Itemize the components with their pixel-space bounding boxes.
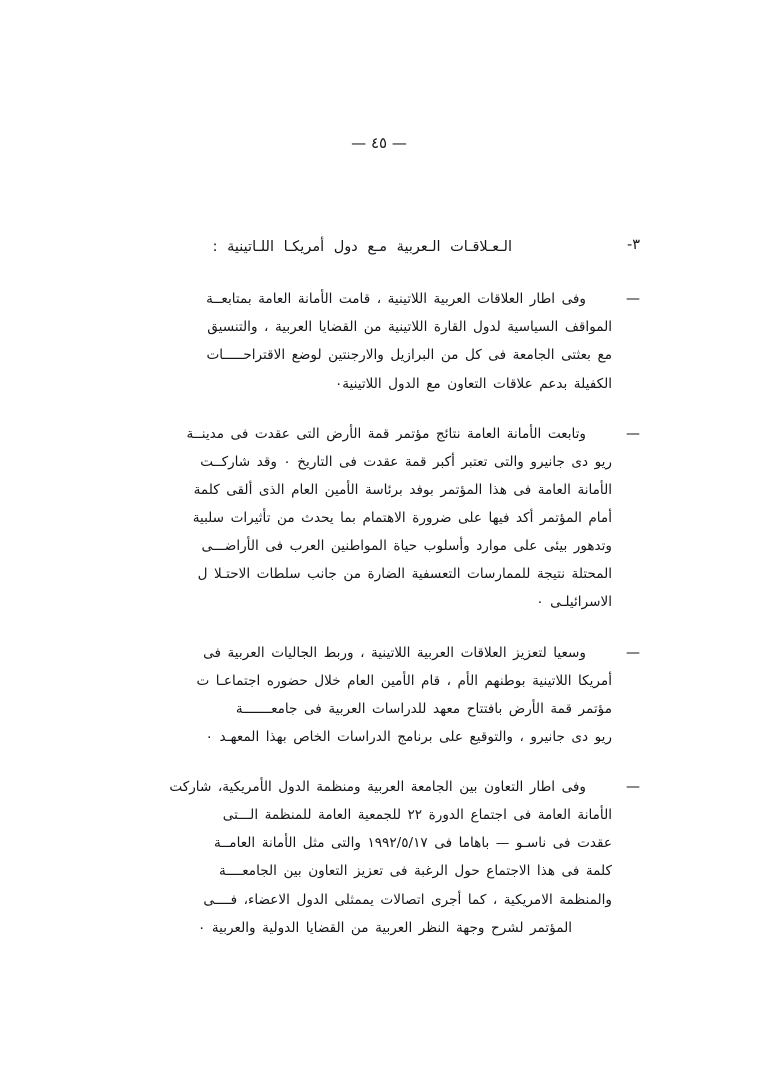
paragraph-block [118,639,640,752]
paragraph-line: والمنظمة الامريكية ، كما أجرى اتصالات يممثلى الدول الاعضاء، فــــى [203,891,612,908]
document-body [118,236,640,964]
paragraph-line: ريو دى جانيرو والتى تعتبر أكبر قمة عقدت فى التاريخ ٠ وقد شاركــت [200,453,612,470]
page-number: — ٤٥ — [351,134,407,152]
paragraph-line: المؤتمر لشرح وجهة النظر العربية من القضايا الدولية والعربية ٠ [198,919,572,936]
paragraph-line: المحتلة نتيجة للممارسات التعسفية الضارة من جانب سلطات الاحتـلا ل [197,566,612,583]
paragraph-bullet: — [626,779,640,796]
paragraph-line: أمام المؤتمر أكد فيها على ضرورة الاهتمام بما يحدث من تأثيرات سلبية [192,510,612,527]
paragraph-bullet: — [626,291,640,308]
paragraph-text [118,420,612,617]
paragraph-line: الاسرائيلـى ٠ [536,594,612,611]
paragraph-block [118,285,640,398]
paragraph-line: الأمانة العامة فى هذا المؤتمر بوفد برئاسة الأمين العام الذى ألقى كلمة [193,481,612,498]
paragraph-block [118,420,640,617]
paragraph-line: الأمانة العامة فى اجتماع الدورة ٢٢ للجمعية العامة للمنظمة الـــتى [222,807,612,824]
paragraph-line: مع بعثتى الجامعة فى كل من البرازيل والارجنتين لوضع الاقتراحـــــات [206,347,612,364]
paragraph-line: كلمة فى هذا الاجتماع حول الرغبة فى تعزيز التعاون بين الجامعــــة [219,863,612,880]
paragraph-bullet: — [626,644,640,661]
paragraph-text [118,639,612,752]
paragraph-line: الكفيلة بدعم علاقات التعاون مع الدول اللاتينية٠ [334,375,612,392]
paragraph-line: ريو دى جانيرو ، والتوقيع على برنامج الدراسات الخاص بهذا المعهـد ٠ [205,728,612,745]
paragraph-line: وتدهور بيئى على موارد وأسلوب حياة المواطنين العرب فى الأراضـــى [201,538,612,555]
paragraph-line: وفى اطار العلاقات العربية اللاتينية ، قامت الأمانة العامة بمتابعــة [206,291,586,308]
paragraph-line: وسعيا لتعزيز العلاقات العربية اللاتينية ، وربط الجاليات العربية فى [203,644,586,661]
paragraph-line: وتابعت الأمانة العامة نتائج مؤتمر قمة الأرض التى عقدت فى مدينــة [186,425,586,442]
paragraph-line: عقدت فى ناسـو — باهاما فى ١٩٩٢/٥/١٧ والتى مثل الأمانة العامــة [214,835,612,852]
paragraph-text [118,285,612,398]
paragraph-line: أمريكا اللاتينية بوطنهم الأم ، قام الأمين العام خلال حضوره اجتماعـا ت [196,672,612,689]
paragraph-bullet: — [626,425,640,442]
section-title: الـعـلاقـات الـعربية مـع دول أمريكـا اللـاتينية : [212,239,512,255]
paragraph-line: وفى اطار التعاون بين الجامعة العربية ومنظمة الدول الأمريكية، شاركت [169,779,586,796]
paragraph-line: المواقف السياسية لدول القارة اللاتينية من القضايا العربية ، والتنسيق [207,319,612,336]
section-number: ٣- [626,237,640,253]
paragraph-line: مؤتمر قمة الأرض بافتتاح معهد للدراسات العربية فى جامعـــــــة [235,700,612,717]
paragraph-text [118,773,612,942]
section-heading [118,236,640,259]
paragraph-block [118,773,640,942]
